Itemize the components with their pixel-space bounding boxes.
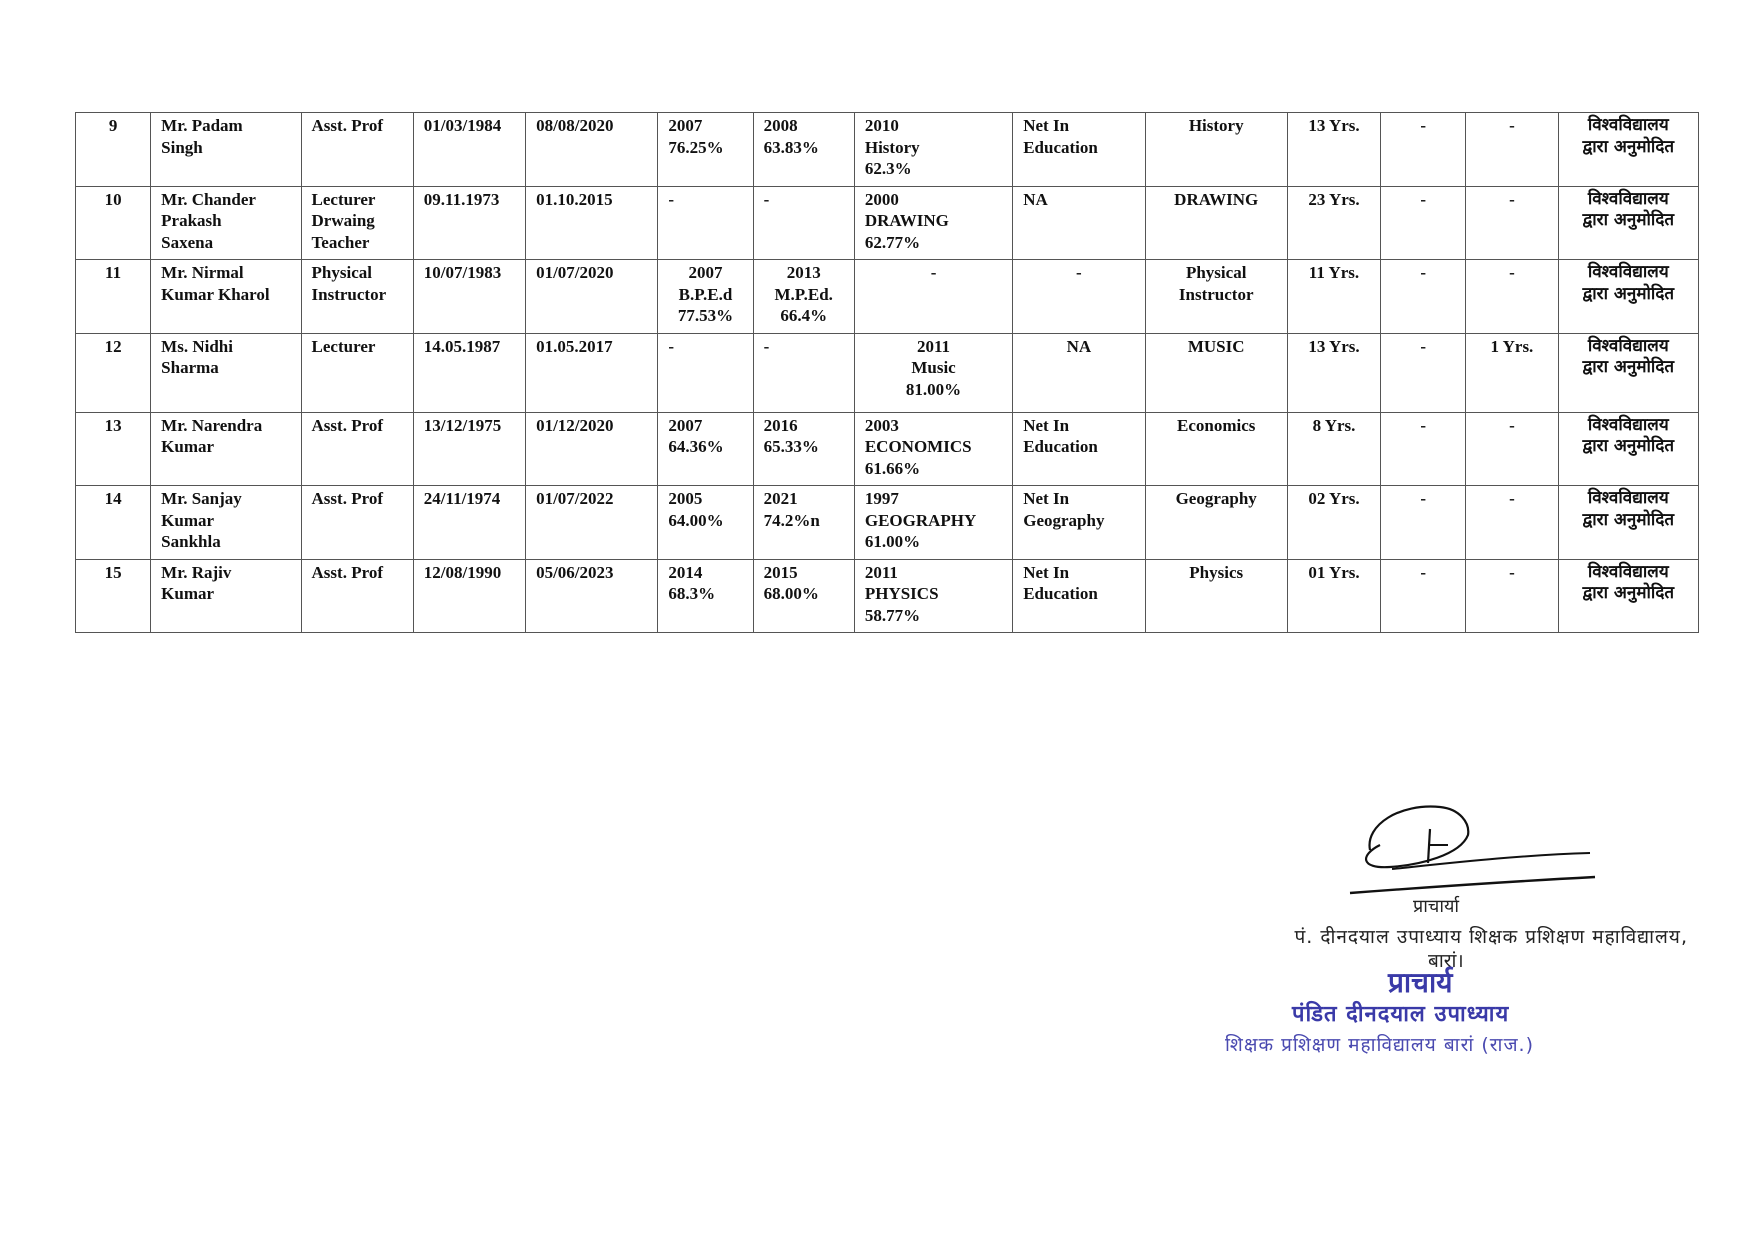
cell-serial-no: 10	[76, 186, 151, 260]
cell-experience: 13 Yrs.	[1287, 333, 1380, 412]
cell-experience: 13 Yrs.	[1287, 113, 1380, 187]
cell-experience: 8 Yrs.	[1287, 412, 1380, 486]
stamp-college-place: शिक्षक प्रशिक्षण महाविद्यालय बारां (राज.)	[1225, 1034, 1534, 1056]
cell-extra-a: -	[1381, 559, 1466, 633]
cell-extra-a: -	[1381, 186, 1466, 260]
cell-date-of-joining: 01/07/2020	[526, 260, 658, 334]
cell-experience: 01 Yrs.	[1287, 559, 1380, 633]
cell-graduation: 2007 64.36%	[658, 412, 753, 486]
cell-serial-no: 9	[76, 113, 151, 187]
cell-name: Mr. Chander Prakash Saxena	[151, 186, 301, 260]
cell-extra-a: -	[1381, 333, 1466, 412]
cell-graduation: -	[658, 333, 753, 412]
cell-date-of-joining: 01/07/2022	[526, 486, 658, 560]
cell-graduation: 2014 68.3%	[658, 559, 753, 633]
cell-post-graduation: 2021 74.2%n	[753, 486, 854, 560]
cell-experience: 23 Yrs.	[1287, 186, 1380, 260]
cell-subject: MUSIC	[1145, 333, 1287, 412]
cell-approval: विश्वविद्यालय द्वारा अनुमोदित	[1558, 559, 1698, 633]
cell-serial-no: 14	[76, 486, 151, 560]
table-row	[76, 559, 1699, 633]
faculty-table	[75, 112, 1699, 633]
cell-extra-b: -	[1466, 113, 1558, 187]
cell-approval: विश्वविद्यालय द्वारा अनुमोदित	[1558, 412, 1698, 486]
cell-extra-a: -	[1381, 113, 1466, 187]
cell-date-of-birth: 14.05.1987	[413, 333, 525, 412]
cell-pg-subject: 2010 History 62.3%	[854, 113, 1012, 187]
cell-date-of-birth: 24/11/1974	[413, 486, 525, 560]
cell-subject: Physics	[1145, 559, 1287, 633]
cell-designation: Lecturer	[301, 333, 413, 412]
cell-extra-b: -	[1466, 412, 1558, 486]
cell-serial-no: 12	[76, 333, 151, 412]
cell-post-graduation: 2016 65.33%	[753, 412, 854, 486]
cell-serial-no: 11	[76, 260, 151, 334]
cell-net: Net In Education	[1013, 113, 1145, 187]
cell-date-of-birth: 12/08/1990	[413, 559, 525, 633]
college-city: बारां।	[1428, 950, 1464, 972]
cell-date-of-birth: 01/03/1984	[413, 113, 525, 187]
cell-net: NA	[1013, 186, 1145, 260]
cell-designation: Lecturer Drwaing Teacher	[301, 186, 413, 260]
cell-designation: Asst. Prof	[301, 412, 413, 486]
cell-approval: विश्वविद्यालय द्वारा अनुमोदित	[1558, 186, 1698, 260]
table-row	[76, 486, 1699, 560]
cell-graduation: -	[658, 186, 753, 260]
cell-extra-b: -	[1466, 260, 1558, 334]
cell-pg-subject: 2011 Music 81.00%	[854, 333, 1012, 412]
cell-graduation: 2005 64.00%	[658, 486, 753, 560]
cell-name: Ms. Nidhi Sharma	[151, 333, 301, 412]
college-name: पं. दीनदयाल उपाध्याय शिक्षक प्रशिक्षण महाविद्यालय,	[1294, 926, 1688, 948]
cell-extra-b: 1 Yrs.	[1466, 333, 1558, 412]
cell-graduation: 2007 76.25%	[658, 113, 753, 187]
cell-designation: Asst. Prof	[301, 559, 413, 633]
cell-extra-b: -	[1466, 486, 1558, 560]
cell-date-of-joining: 08/08/2020	[526, 113, 658, 187]
principal-signature-block	[1180, 795, 1700, 1085]
cell-post-graduation: -	[753, 186, 854, 260]
cell-net: Net In Geography	[1013, 486, 1145, 560]
faculty-table-body	[76, 113, 1699, 633]
cell-pg-subject: 1997 GEOGRAPHY 61.00%	[854, 486, 1012, 560]
cell-approval: विश्वविद्यालय द्वारा अनुमोदित	[1558, 113, 1698, 187]
cell-experience: 11 Yrs.	[1287, 260, 1380, 334]
cell-designation: Asst. Prof	[301, 113, 413, 187]
cell-post-graduation: 2013 M.P.Ed. 66.4%	[753, 260, 854, 334]
cell-date-of-joining: 01/12/2020	[526, 412, 658, 486]
principal-title: प्राचार्या	[1413, 896, 1460, 917]
cell-extra-b: -	[1466, 186, 1558, 260]
cell-post-graduation: 2015 68.00%	[753, 559, 854, 633]
cell-subject: History	[1145, 113, 1287, 187]
table-row	[76, 412, 1699, 486]
cell-subject: DRAWING	[1145, 186, 1287, 260]
table-row	[76, 260, 1699, 334]
cell-name: Mr. Rajiv Kumar	[151, 559, 301, 633]
cell-name: Mr. Narendra Kumar	[151, 412, 301, 486]
cell-extra-a: -	[1381, 486, 1466, 560]
cell-name: Mr. Nirmal Kumar Kharol	[151, 260, 301, 334]
cell-approval: विश्वविद्यालय द्वारा अनुमोदित	[1558, 260, 1698, 334]
cell-designation: Physical Instructor	[301, 260, 413, 334]
cell-serial-no: 15	[76, 559, 151, 633]
cell-approval: विश्वविद्यालय द्वारा अनुमोदित	[1558, 486, 1698, 560]
cell-extra-a: -	[1381, 260, 1466, 334]
cell-post-graduation: 2008 63.83%	[753, 113, 854, 187]
cell-date-of-birth: 10/07/1983	[413, 260, 525, 334]
cell-date-of-birth: 09.11.1973	[413, 186, 525, 260]
cell-net: Net In Education	[1013, 559, 1145, 633]
cell-date-of-joining: 05/06/2023	[526, 559, 658, 633]
cell-pg-subject: 2000 DRAWING 62.77%	[854, 186, 1012, 260]
cell-experience: 02 Yrs.	[1287, 486, 1380, 560]
cell-date-of-birth: 13/12/1975	[413, 412, 525, 486]
table-row	[76, 333, 1699, 412]
cell-designation: Asst. Prof	[301, 486, 413, 560]
cell-subject: Economics	[1145, 412, 1287, 486]
stamp-principal: प्राचार्य	[1388, 966, 1453, 999]
cell-subject: Physical Instructor	[1145, 260, 1287, 334]
cell-graduation: 2007 B.P.E.d 77.53%	[658, 260, 753, 334]
cell-extra-b: -	[1466, 559, 1558, 633]
cell-date-of-joining: 01.05.2017	[526, 333, 658, 412]
cell-date-of-joining: 01.10.2015	[526, 186, 658, 260]
cell-net: NA	[1013, 333, 1145, 412]
cell-serial-no: 13	[76, 412, 151, 486]
cell-net: Net In Education	[1013, 412, 1145, 486]
cell-approval: विश्वविद्यालय द्वारा अनुमोदित	[1558, 333, 1698, 412]
table-row	[76, 113, 1699, 187]
cell-net: -	[1013, 260, 1145, 334]
stamp-college-name: पंडित दीनदयाल उपाध्याय	[1292, 1002, 1510, 1027]
cell-name: Mr. Sanjay Kumar Sankhla	[151, 486, 301, 560]
cell-name: Mr. Padam Singh	[151, 113, 301, 187]
cell-pg-subject: 2003 ECONOMICS 61.66%	[854, 412, 1012, 486]
cell-pg-subject: -	[854, 260, 1012, 334]
table-row	[76, 186, 1699, 260]
handwritten-signature	[1330, 795, 1600, 905]
cell-pg-subject: 2011 PHYSICS 58.77%	[854, 559, 1012, 633]
cell-subject: Geography	[1145, 486, 1287, 560]
cell-post-graduation: -	[753, 333, 854, 412]
cell-extra-a: -	[1381, 412, 1466, 486]
